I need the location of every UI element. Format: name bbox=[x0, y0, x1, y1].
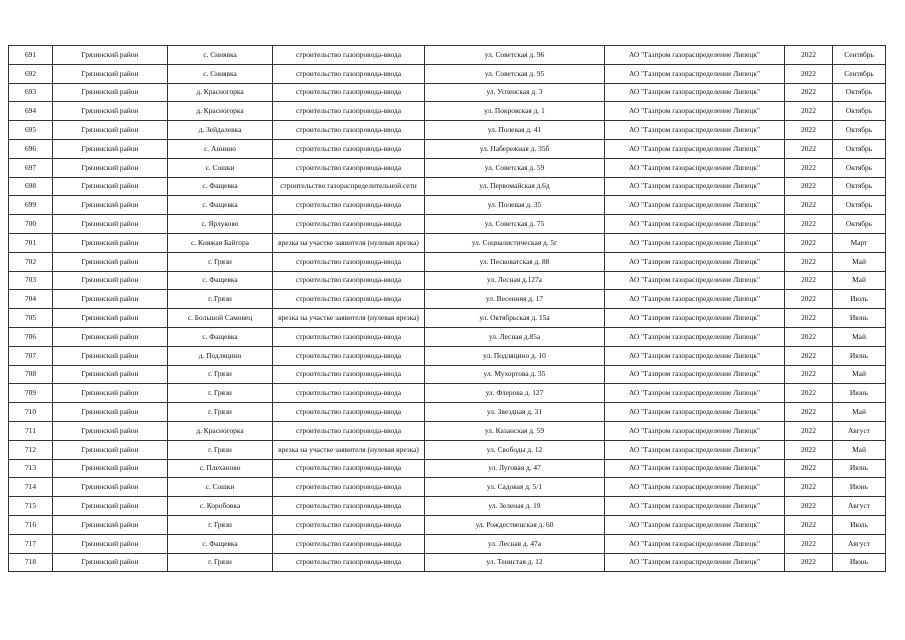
cell-work-type: строительство газопровода-ввода bbox=[273, 158, 425, 177]
cell-address: ул. Советская д. 95 bbox=[425, 64, 605, 83]
cell-settlement: г. Грязи bbox=[168, 252, 273, 271]
cell-district: Грязинский район bbox=[53, 403, 168, 422]
cell-row-number: 717 bbox=[9, 534, 53, 553]
cell-work-type: строительство газопровода-ввода bbox=[273, 64, 425, 83]
cell-settlement: с. Синявка bbox=[168, 46, 273, 65]
cell-work-type: строительство газопровода-ввода bbox=[273, 403, 425, 422]
cell-district: Грязинский район bbox=[53, 384, 168, 403]
cell-month: Май bbox=[833, 327, 886, 346]
cell-row-number: 708 bbox=[9, 365, 53, 384]
cell-work-type: строительство газораспределительной сети bbox=[273, 177, 425, 196]
cell-organization: АО "Газпром газораспределение Липецк" bbox=[605, 384, 785, 403]
cell-work-type: строительство газопровода-ввода bbox=[273, 46, 425, 65]
cell-year: 2022 bbox=[785, 177, 833, 196]
cell-settlement: с. Фащевка bbox=[168, 271, 273, 290]
cell-work-type: строительство газопровода-ввода bbox=[273, 346, 425, 365]
cell-district: Грязинский район bbox=[53, 233, 168, 252]
cell-year: 2022 bbox=[785, 46, 833, 65]
cell-organization: АО "Газпром газораспределение Липецк" bbox=[605, 177, 785, 196]
cell-month: Июнь bbox=[833, 309, 886, 328]
cell-year: 2022 bbox=[785, 346, 833, 365]
cell-month: Июнь bbox=[833, 459, 886, 478]
cell-year: 2022 bbox=[785, 365, 833, 384]
cell-row-number: 692 bbox=[9, 64, 53, 83]
cell-row-number: 698 bbox=[9, 177, 53, 196]
cell-address: ул. Подляцино д. 10 bbox=[425, 346, 605, 365]
cell-settlement: с. Ярлуково bbox=[168, 215, 273, 234]
table-row bbox=[9, 515, 886, 534]
cell-organization: АО "Газпром газораспределение Липецк" bbox=[605, 403, 785, 422]
table-row bbox=[9, 64, 886, 83]
cell-address: ул. Мухортова д. 35 bbox=[425, 365, 605, 384]
cell-work-type: строительство газопровода-ввода bbox=[273, 553, 425, 572]
cell-year: 2022 bbox=[785, 459, 833, 478]
cell-address: ул. Весенняя д. 17 bbox=[425, 290, 605, 309]
cell-work-type: строительство газопровода-ввода bbox=[273, 83, 425, 102]
cell-organization: АО "Газпром газораспределение Липецк" bbox=[605, 365, 785, 384]
cell-district: Грязинский район bbox=[53, 139, 168, 158]
table-row bbox=[9, 46, 886, 65]
cell-work-type: строительство газопровода-ввода bbox=[273, 497, 425, 516]
cell-district: Грязинский район bbox=[53, 346, 168, 365]
cell-row-number: 694 bbox=[9, 102, 53, 121]
cell-month: Октябрь bbox=[833, 83, 886, 102]
table-row bbox=[9, 233, 886, 252]
cell-organization: АО "Газпром газораспределение Липецк" bbox=[605, 271, 785, 290]
cell-address: ул. Советская д. 96 bbox=[425, 46, 605, 65]
cell-district: Грязинский район bbox=[53, 497, 168, 516]
cell-settlement: с. Большой Самовец bbox=[168, 309, 273, 328]
cell-row-number: 706 bbox=[9, 327, 53, 346]
cell-settlement: г. Грязи bbox=[168, 515, 273, 534]
cell-year: 2022 bbox=[785, 290, 833, 309]
cell-year: 2022 bbox=[785, 139, 833, 158]
cell-settlement: с. Синявка bbox=[168, 64, 273, 83]
cell-district: Грязинский район bbox=[53, 478, 168, 497]
cell-organization: АО "Газпром газораспределение Липецк" bbox=[605, 196, 785, 215]
cell-district: Грязинский район bbox=[53, 440, 168, 459]
cell-month: Октябрь bbox=[833, 196, 886, 215]
cell-address: ул. Песковатская д. 88 bbox=[425, 252, 605, 271]
table-row bbox=[9, 346, 886, 365]
cell-organization: АО "Газпром газораспределение Липецк" bbox=[605, 515, 785, 534]
cell-organization: АО "Газпром газораспределение Липецк" bbox=[605, 290, 785, 309]
cell-organization: АО "Газпром газораспределение Липецк" bbox=[605, 327, 785, 346]
cell-month: Октябрь bbox=[833, 121, 886, 140]
cell-month: Октябрь bbox=[833, 177, 886, 196]
table-row bbox=[9, 309, 886, 328]
cell-organization: АО "Газпром газораспределение Липецк" bbox=[605, 553, 785, 572]
cell-row-number: 695 bbox=[9, 121, 53, 140]
cell-settlement: г. Грязи bbox=[168, 290, 273, 309]
cell-year: 2022 bbox=[785, 515, 833, 534]
cell-settlement: г. Грязи bbox=[168, 440, 273, 459]
cell-address: ул. Лесная д.127а bbox=[425, 271, 605, 290]
cell-month: Июнь bbox=[833, 553, 886, 572]
table-row bbox=[9, 553, 886, 572]
cell-settlement: с. Плеханово bbox=[168, 459, 273, 478]
cell-address: ул. Советская д. 75 bbox=[425, 215, 605, 234]
cell-address: ул. Успенская д. 3 bbox=[425, 83, 605, 102]
cell-address: ул. Зеленая д. 19 bbox=[425, 497, 605, 516]
cell-year: 2022 bbox=[785, 403, 833, 422]
cell-work-type: строительство газопровода-ввода bbox=[273, 139, 425, 158]
cell-month: Май bbox=[833, 440, 886, 459]
cell-settlement: с. Фащевка bbox=[168, 327, 273, 346]
cell-organization: АО "Газпром газораспределение Липецк" bbox=[605, 46, 785, 65]
cell-month: Июнь bbox=[833, 346, 886, 365]
table-row bbox=[9, 365, 886, 384]
cell-district: Грязинский район bbox=[53, 459, 168, 478]
cell-work-type: строительство газопровода-ввода bbox=[273, 515, 425, 534]
cell-address: ул. Рождественская д. 60 bbox=[425, 515, 605, 534]
cell-month: Август bbox=[833, 497, 886, 516]
cell-year: 2022 bbox=[785, 102, 833, 121]
cell-organization: АО "Газпром газораспределение Липецк" bbox=[605, 478, 785, 497]
cell-work-type: строительство газопровода-ввода bbox=[273, 196, 425, 215]
cell-organization: АО "Газпром газораспределение Липецк" bbox=[605, 121, 785, 140]
cell-month: Март bbox=[833, 233, 886, 252]
cell-year: 2022 bbox=[785, 271, 833, 290]
document-page bbox=[8, 45, 885, 572]
cell-address: ул. Полевая д. 41 bbox=[425, 121, 605, 140]
cell-row-number: 705 bbox=[9, 309, 53, 328]
cell-settlement: с. Коробовка bbox=[168, 497, 273, 516]
cell-settlement: г. Грязи bbox=[168, 403, 273, 422]
cell-settlement: д. Зейдалевка bbox=[168, 121, 273, 140]
cell-settlement: г. Грязи bbox=[168, 384, 273, 403]
cell-address: ул. Полевая д. 35 bbox=[425, 196, 605, 215]
cell-district: Грязинский район bbox=[53, 553, 168, 572]
cell-month: Октябрь bbox=[833, 158, 886, 177]
cell-organization: АО "Газпром газораспределение Липецк" bbox=[605, 215, 785, 234]
cell-address: ул. Тенистая д. 12 bbox=[425, 553, 605, 572]
cell-district: Грязинский район bbox=[53, 215, 168, 234]
cell-year: 2022 bbox=[785, 233, 833, 252]
table-row bbox=[9, 497, 886, 516]
cell-district: Грязинский район bbox=[53, 83, 168, 102]
table-row bbox=[9, 421, 886, 440]
cell-address: ул. Набережная д. 35б bbox=[425, 139, 605, 158]
table-row bbox=[9, 196, 886, 215]
cell-work-type: строительство газопровода-ввода bbox=[273, 121, 425, 140]
cell-work-type: строительство газопровода-ввода bbox=[273, 534, 425, 553]
cell-row-number: 711 bbox=[9, 421, 53, 440]
table-row bbox=[9, 440, 886, 459]
cell-organization: АО "Газпром газораспределение Липецк" bbox=[605, 102, 785, 121]
cell-month: Октябрь bbox=[833, 139, 886, 158]
cell-work-type: строительство газопровода-ввода bbox=[273, 290, 425, 309]
cell-month: Октябрь bbox=[833, 102, 886, 121]
cell-row-number: 703 bbox=[9, 271, 53, 290]
cell-month: Май bbox=[833, 403, 886, 422]
cell-month: Сентябрь bbox=[833, 64, 886, 83]
cell-year: 2022 bbox=[785, 478, 833, 497]
cell-row-number: 691 bbox=[9, 46, 53, 65]
cell-work-type: врезка на участке заявителя (нулевая врезка) bbox=[273, 309, 425, 328]
cell-district: Грязинский район bbox=[53, 177, 168, 196]
table-row bbox=[9, 158, 886, 177]
cell-settlement: с. Фащевка bbox=[168, 534, 273, 553]
cell-address: ул. Первомайская д.6д bbox=[425, 177, 605, 196]
cell-settlement: г. Грязи bbox=[168, 553, 273, 572]
cell-settlement: с. Фащевка bbox=[168, 177, 273, 196]
cell-settlement: с. Княжая Байгора bbox=[168, 233, 273, 252]
cell-month: Июнь bbox=[833, 384, 886, 403]
cell-year: 2022 bbox=[785, 440, 833, 459]
cell-row-number: 701 bbox=[9, 233, 53, 252]
cell-work-type: строительство газопровода-ввода bbox=[273, 252, 425, 271]
cell-row-number: 704 bbox=[9, 290, 53, 309]
cell-year: 2022 bbox=[785, 64, 833, 83]
cell-address: ул. Луговая д. 47 bbox=[425, 459, 605, 478]
cell-address: ул. Садовая д. 5/1 bbox=[425, 478, 605, 497]
cell-district: Грязинский район bbox=[53, 290, 168, 309]
table-row bbox=[9, 384, 886, 403]
cell-address: ул. Лесная д. 47а bbox=[425, 534, 605, 553]
cell-settlement: д. Подляцино bbox=[168, 346, 273, 365]
cell-work-type: строительство газопровода-ввода bbox=[273, 327, 425, 346]
cell-work-type: строительство газопровода-ввода bbox=[273, 271, 425, 290]
cell-district: Грязинский район bbox=[53, 309, 168, 328]
cell-month: Май bbox=[833, 365, 886, 384]
cell-organization: АО "Газпром газораспределение Липецк" bbox=[605, 64, 785, 83]
cell-address: ул. Социалистическая д. 5г bbox=[425, 233, 605, 252]
cell-work-type: врезка на участке заявителя (нулевая врезка) bbox=[273, 233, 425, 252]
cell-organization: АО "Газпром газораспределение Липецк" bbox=[605, 139, 785, 158]
cell-month: Октябрь bbox=[833, 215, 886, 234]
cell-month: Август bbox=[833, 534, 886, 553]
cell-address: ул. Покровская д. 1 bbox=[425, 102, 605, 121]
cell-work-type: строительство газопровода-ввода bbox=[273, 421, 425, 440]
cell-row-number: 713 bbox=[9, 459, 53, 478]
cell-row-number: 697 bbox=[9, 158, 53, 177]
cell-work-type: строительство газопровода-ввода bbox=[273, 102, 425, 121]
table-row bbox=[9, 271, 886, 290]
cell-work-type: врезка на участке заявителя (нулевая врезка) bbox=[273, 440, 425, 459]
table-row bbox=[9, 478, 886, 497]
cell-settlement: д. Красногорка bbox=[168, 83, 273, 102]
cell-month: Июнь bbox=[833, 478, 886, 497]
cell-month: Сентябрь bbox=[833, 46, 886, 65]
cell-organization: АО "Газпром газораспределение Липецк" bbox=[605, 497, 785, 516]
cell-organization: АО "Газпром газораспределение Липецк" bbox=[605, 459, 785, 478]
cell-year: 2022 bbox=[785, 83, 833, 102]
table-row bbox=[9, 83, 886, 102]
cell-organization: АО "Газпром газораспределение Липецк" bbox=[605, 534, 785, 553]
cell-row-number: 715 bbox=[9, 497, 53, 516]
cell-row-number: 702 bbox=[9, 252, 53, 271]
cell-organization: АО "Газпром газораспределение Липецк" bbox=[605, 233, 785, 252]
table-row bbox=[9, 290, 886, 309]
table-row bbox=[9, 252, 886, 271]
cell-district: Грязинский район bbox=[53, 271, 168, 290]
cell-work-type: строительство газопровода-ввода bbox=[273, 478, 425, 497]
table-row bbox=[9, 139, 886, 158]
cell-month: Август bbox=[833, 421, 886, 440]
cell-organization: АО "Газпром газораспределение Липецк" bbox=[605, 252, 785, 271]
cell-month: Июль bbox=[833, 290, 886, 309]
cell-row-number: 710 bbox=[9, 403, 53, 422]
cell-district: Грязинский район bbox=[53, 64, 168, 83]
cell-settlement: с. Аннино bbox=[168, 139, 273, 158]
cell-district: Грязинский район bbox=[53, 46, 168, 65]
cell-row-number: 712 bbox=[9, 440, 53, 459]
cell-work-type: строительство газопровода-ввода bbox=[273, 365, 425, 384]
cell-settlement: с. Сошки bbox=[168, 158, 273, 177]
cell-row-number: 700 bbox=[9, 215, 53, 234]
cell-address: ул. Советская д. 59 bbox=[425, 158, 605, 177]
cell-district: Грязинский район bbox=[53, 534, 168, 553]
cell-district: Грязинский район bbox=[53, 515, 168, 534]
cell-address: ул. Свободы д. 12 bbox=[425, 440, 605, 459]
cell-settlement: д. Красногорка bbox=[168, 421, 273, 440]
cell-year: 2022 bbox=[785, 384, 833, 403]
cell-work-type: строительство газопровода-ввода bbox=[273, 215, 425, 234]
cell-organization: АО "Газпром газораспределение Липецк" bbox=[605, 346, 785, 365]
cell-row-number: 693 bbox=[9, 83, 53, 102]
cell-year: 2022 bbox=[785, 252, 833, 271]
cell-district: Грязинский район bbox=[53, 121, 168, 140]
table-row bbox=[9, 121, 886, 140]
cell-month: Май bbox=[833, 252, 886, 271]
cell-district: Грязинский район bbox=[53, 421, 168, 440]
cell-address: ул. Звездная д. 31 bbox=[425, 403, 605, 422]
cell-year: 2022 bbox=[785, 327, 833, 346]
cell-row-number: 714 bbox=[9, 478, 53, 497]
cell-month: Май bbox=[833, 271, 886, 290]
cell-district: Грязинский район bbox=[53, 365, 168, 384]
cell-address: ул. Флерова д. 127 bbox=[425, 384, 605, 403]
cell-district: Грязинский район bbox=[53, 252, 168, 271]
cell-year: 2022 bbox=[785, 158, 833, 177]
cell-address: ул. Лесная д.85а bbox=[425, 327, 605, 346]
cell-district: Грязинский район bbox=[53, 196, 168, 215]
cell-organization: АО "Газпром газораспределение Липецк" bbox=[605, 309, 785, 328]
cell-row-number: 696 bbox=[9, 139, 53, 158]
cell-organization: АО "Газпром газораспределение Липецк" bbox=[605, 440, 785, 459]
cell-settlement: д. Красногорка bbox=[168, 102, 273, 121]
cell-row-number: 699 bbox=[9, 196, 53, 215]
cell-settlement: г. Грязи bbox=[168, 365, 273, 384]
table-row bbox=[9, 215, 886, 234]
cell-row-number: 716 bbox=[9, 515, 53, 534]
cell-district: Грязинский район bbox=[53, 102, 168, 121]
cell-row-number: 707 bbox=[9, 346, 53, 365]
cell-year: 2022 bbox=[785, 309, 833, 328]
table-row bbox=[9, 459, 886, 478]
cell-year: 2022 bbox=[785, 121, 833, 140]
table-row bbox=[9, 327, 886, 346]
cell-settlement: с. Сошки bbox=[168, 478, 273, 497]
cell-district: Грязинский район bbox=[53, 158, 168, 177]
cell-work-type: строительство газопровода-ввода bbox=[273, 459, 425, 478]
cell-address: ул. Октябрьская д. 15а bbox=[425, 309, 605, 328]
cell-organization: АО "Газпром газораспределение Липецк" bbox=[605, 421, 785, 440]
cell-work-type: строительство газопровода-ввода bbox=[273, 384, 425, 403]
table-row bbox=[9, 177, 886, 196]
cell-row-number: 718 bbox=[9, 553, 53, 572]
cell-year: 2022 bbox=[785, 534, 833, 553]
cell-year: 2022 bbox=[785, 215, 833, 234]
cell-settlement: с. Фащевка bbox=[168, 196, 273, 215]
cell-year: 2022 bbox=[785, 497, 833, 516]
table-body bbox=[9, 46, 886, 572]
cell-organization: АО "Газпром газораспределение Липецк" bbox=[605, 158, 785, 177]
table-row bbox=[9, 534, 886, 553]
cell-year: 2022 bbox=[785, 553, 833, 572]
cell-year: 2022 bbox=[785, 196, 833, 215]
gasification-table bbox=[8, 45, 886, 572]
cell-organization: АО "Газпром газораспределение Липецк" bbox=[605, 83, 785, 102]
cell-address: ул. Казанская д. 59 bbox=[425, 421, 605, 440]
cell-month: Июль bbox=[833, 515, 886, 534]
cell-row-number: 709 bbox=[9, 384, 53, 403]
cell-district: Грязинский район bbox=[53, 327, 168, 346]
table-row bbox=[9, 403, 886, 422]
table-row bbox=[9, 102, 886, 121]
cell-year: 2022 bbox=[785, 421, 833, 440]
